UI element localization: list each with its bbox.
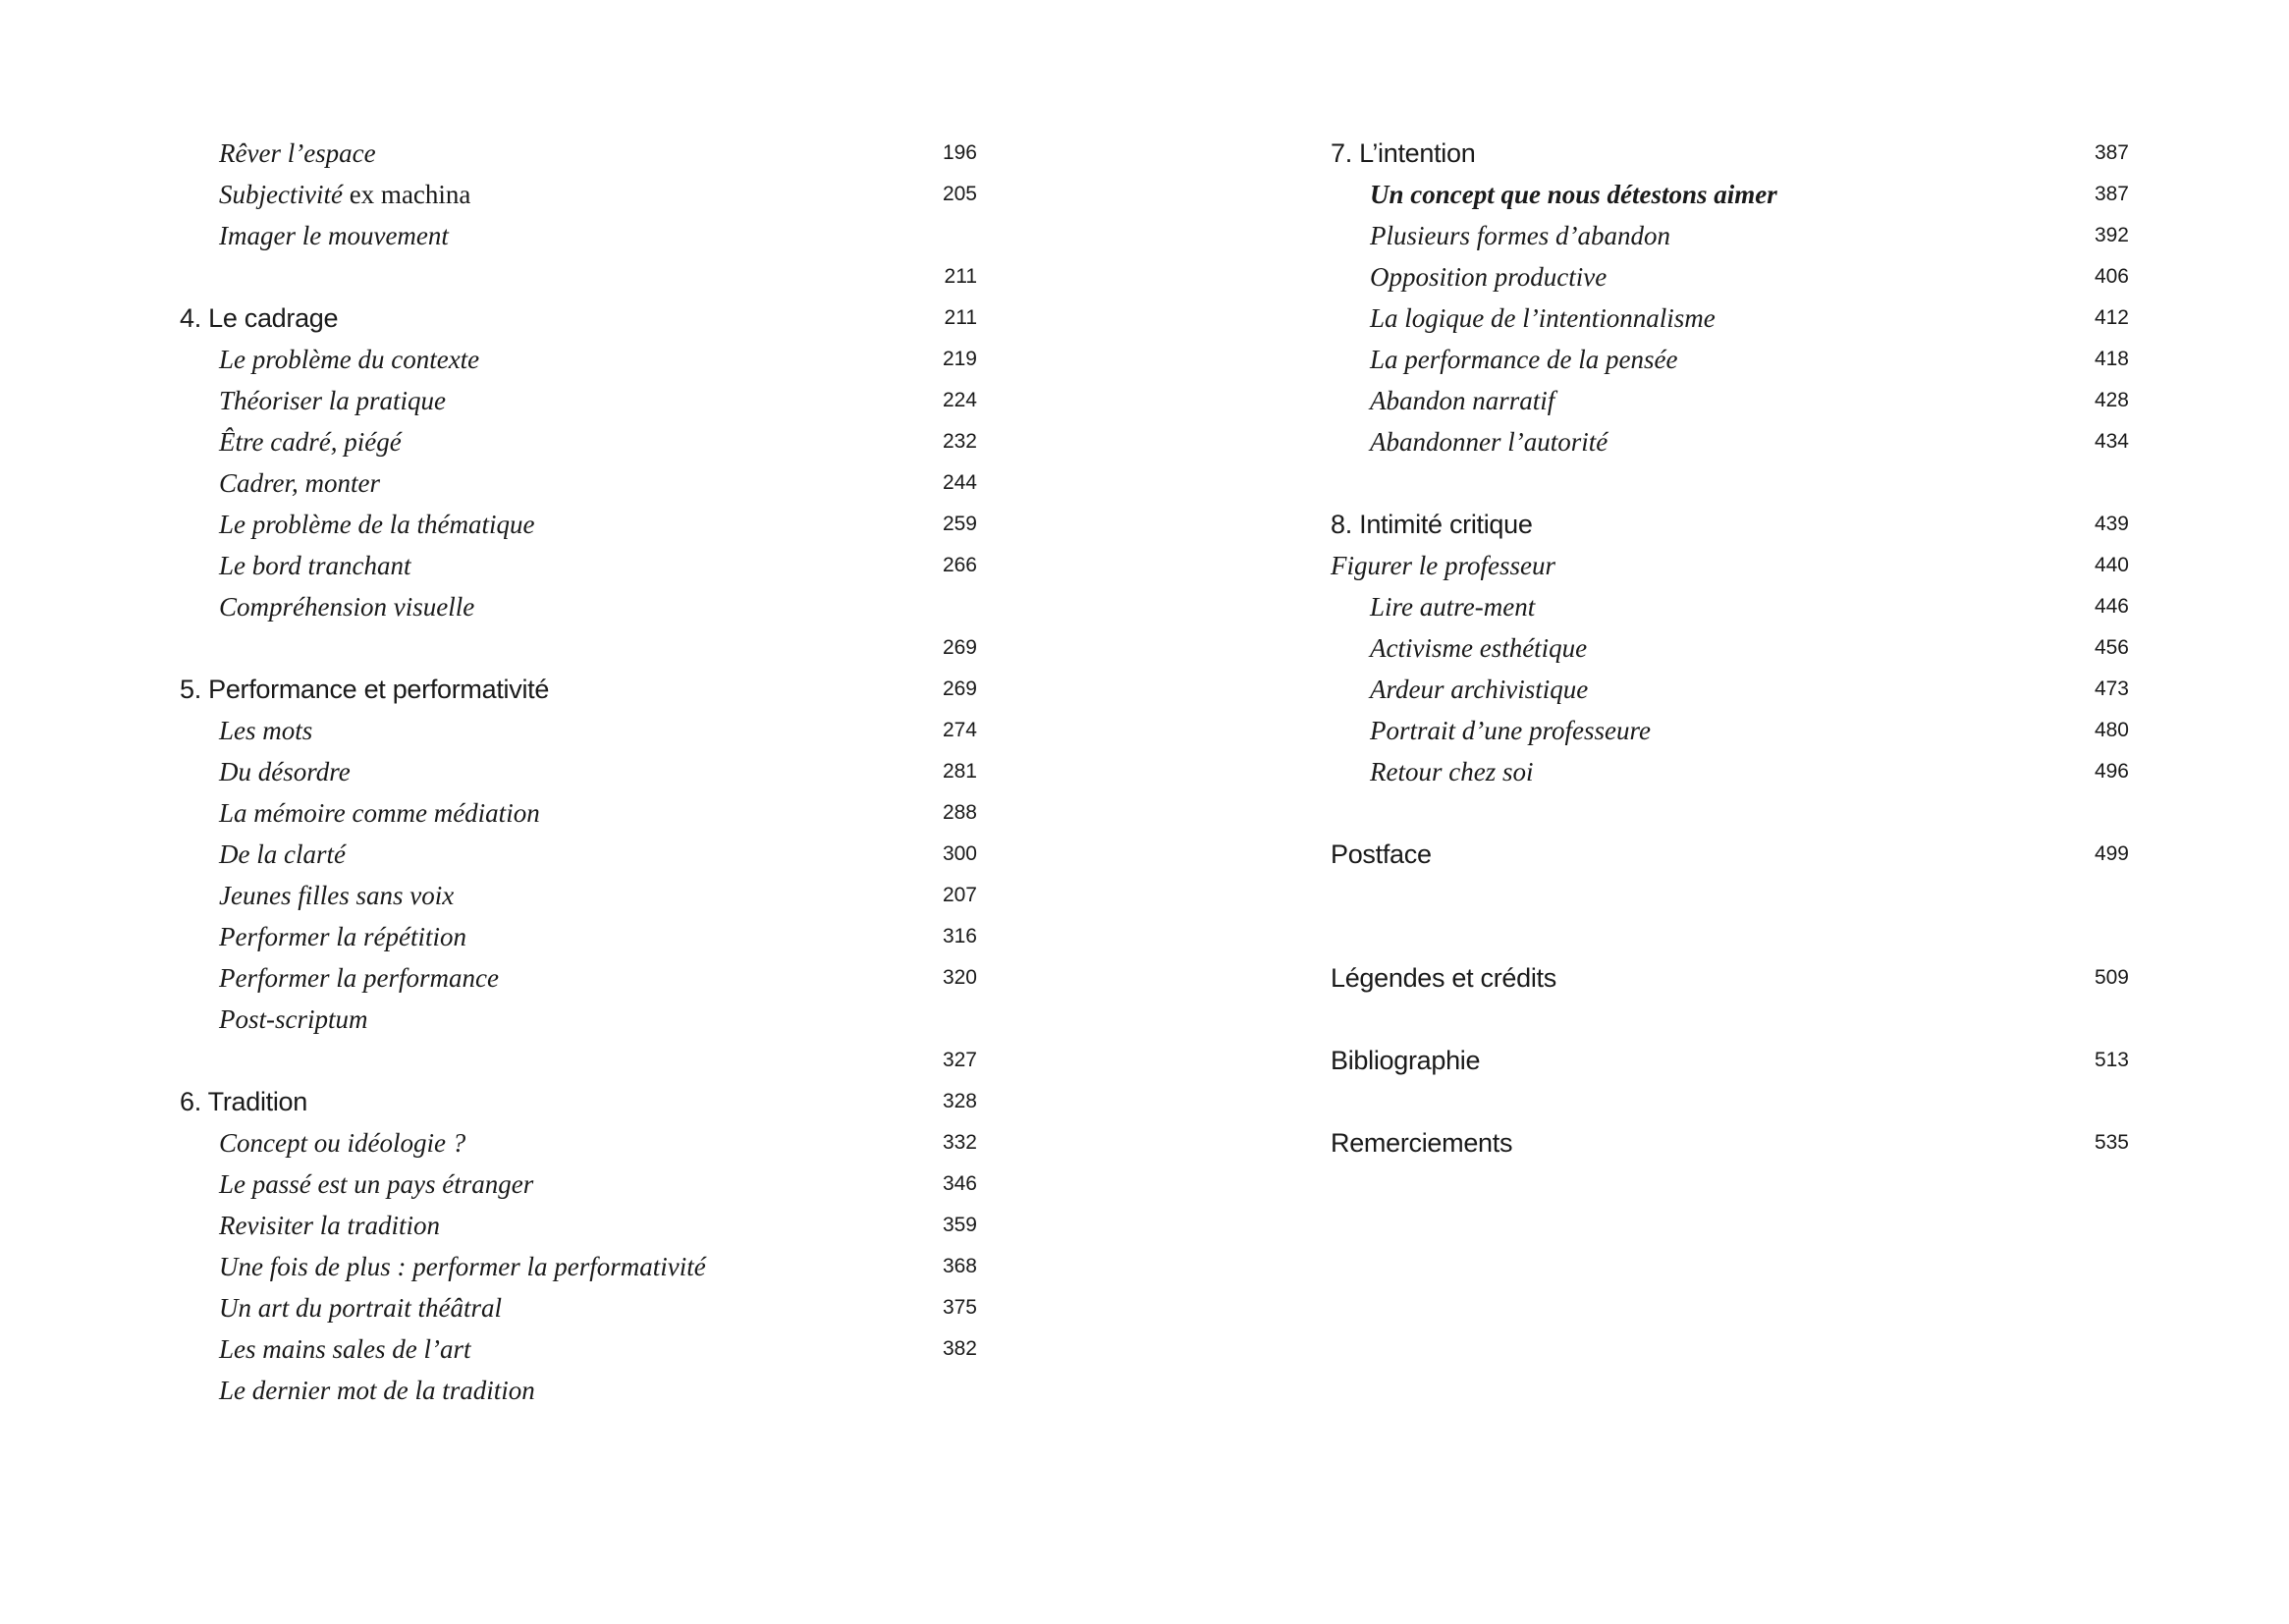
entry-label: Un art du portrait théâtral bbox=[219, 1293, 503, 1323]
page-number: 205 bbox=[942, 183, 977, 205]
toc-entry-performer-la-performance[interactable] bbox=[219, 957, 977, 999]
page-number: 332 bbox=[942, 1131, 977, 1154]
entry-label: Abandon narratif bbox=[1370, 386, 1555, 415]
toc-entry-abandonner-l-autorite[interactable] bbox=[1370, 421, 2129, 462]
entry-label: Les mots bbox=[219, 716, 313, 745]
page-number: 496 bbox=[2094, 760, 2129, 783]
entry-label: Imager le mouvement bbox=[219, 221, 449, 250]
toc-entry-revisiter-la-tradition[interactable] bbox=[219, 1205, 977, 1246]
toc-entry-la-performance-de-la-pensee[interactable] bbox=[1370, 339, 2129, 380]
page-number: 211 bbox=[944, 265, 977, 288]
page-number: 327 bbox=[942, 1049, 977, 1071]
toc-entry-8-intimite-critique[interactable] bbox=[1331, 504, 2129, 545]
entry-label: Théoriser la pratique bbox=[219, 386, 447, 415]
page-number: 446 bbox=[2094, 595, 2129, 618]
page-number: 473 bbox=[2094, 677, 2129, 700]
section-title bbox=[219, 751, 351, 792]
chapter-title bbox=[180, 298, 338, 339]
entry-label: Post-scriptum bbox=[219, 1004, 368, 1034]
section-title bbox=[219, 710, 312, 751]
section-title bbox=[1370, 380, 1554, 421]
toc-entry-7-l-intention[interactable] bbox=[1331, 133, 2129, 174]
page-number: 406 bbox=[2094, 265, 2129, 288]
toc-entry-page-211[interactable] bbox=[219, 256, 977, 298]
toc-entry-page-269[interactable] bbox=[219, 627, 977, 669]
page-number: 428 bbox=[2094, 389, 2129, 411]
section-title bbox=[1370, 710, 1651, 751]
entry-label: La mémoire comme médiation bbox=[219, 798, 540, 828]
page-number: 434 bbox=[2094, 430, 2129, 453]
toc-entry-page-327[interactable] bbox=[219, 1040, 977, 1081]
entry-label: Abandonner l’autorité bbox=[1370, 427, 1608, 457]
page-number: 219 bbox=[942, 348, 977, 370]
toc-entry-activisme-esthetique[interactable] bbox=[1370, 627, 2129, 669]
entry-label: Légendes et crédits bbox=[1331, 963, 1556, 993]
toc-entry-subjectivite[interactable] bbox=[219, 174, 977, 215]
toc-entry-plusieurs-formes-d-abandon[interactable] bbox=[1370, 215, 2129, 256]
entry-label: Le passé est un pays étranger bbox=[219, 1169, 534, 1199]
section-title bbox=[219, 586, 474, 627]
entry-label: Le problème du contexte bbox=[219, 345, 480, 374]
section-title bbox=[1370, 215, 1670, 256]
page-number: 244 bbox=[942, 471, 977, 494]
section-title bbox=[1370, 339, 1677, 380]
chapter-title bbox=[1331, 834, 1432, 875]
page-number: 412 bbox=[2094, 306, 2129, 329]
page-number: 418 bbox=[2094, 348, 2129, 370]
toc-entry-les-mains-sales-de-l-art[interactable] bbox=[219, 1328, 977, 1370]
page-number: 480 bbox=[2094, 719, 2129, 741]
toc-entry-remerciements[interactable] bbox=[1331, 1122, 2129, 1164]
entry-label: Du désordre bbox=[219, 757, 351, 786]
entry-label: Subjectivité bbox=[219, 180, 343, 209]
section-title bbox=[219, 133, 376, 174]
chapter-title bbox=[1331, 1122, 1512, 1164]
toc-entry-bibliographie[interactable] bbox=[1331, 1040, 2129, 1081]
toc-entry-5-performance-et-performativite[interactable] bbox=[180, 669, 977, 710]
entry-label: Retour chez soi bbox=[1370, 757, 1534, 786]
page-number: 266 bbox=[942, 554, 977, 576]
entry-label: Cadrer, monter bbox=[219, 468, 381, 498]
section-title bbox=[219, 421, 402, 462]
entry-label: 4. Le cadrage bbox=[180, 303, 339, 333]
entry-label: Figurer le professeur bbox=[1331, 551, 1555, 580]
entry-label: Concept ou idéologie ? bbox=[219, 1128, 466, 1158]
toc-entry-retour-chez-soi[interactable] bbox=[1370, 751, 2129, 792]
chapter-title bbox=[1331, 133, 1475, 174]
page-number: 207 bbox=[942, 884, 977, 906]
toc-entry-le-probleme-du-contexte[interactable] bbox=[219, 339, 977, 380]
entry-label: La performance de la pensée bbox=[1370, 345, 1678, 374]
page-number: 368 bbox=[942, 1255, 977, 1277]
toc-entry-le-bord-tranchant[interactable] bbox=[219, 545, 977, 586]
section-title bbox=[1370, 751, 1533, 792]
toc-entry-postface[interactable] bbox=[1331, 834, 2129, 875]
section-title bbox=[219, 916, 466, 957]
section-title bbox=[219, 1122, 465, 1164]
entry-label: De la clarté bbox=[219, 839, 346, 869]
entry-label: Jeunes filles sans voix bbox=[219, 881, 455, 910]
page-number: 439 bbox=[2094, 513, 2129, 535]
toc-entry-la-memoire-comme-mediation[interactable] bbox=[219, 792, 977, 834]
page-number: 499 bbox=[2094, 842, 2129, 865]
section-title bbox=[219, 380, 446, 421]
toc-entry-le-dernier-mot-de-la-tradition[interactable] bbox=[219, 1370, 977, 1411]
page-number: 259 bbox=[942, 513, 977, 535]
section-title bbox=[1370, 586, 1535, 627]
section-title bbox=[219, 834, 346, 875]
toc-entry-figurer-le-professeur[interactable] bbox=[1331, 545, 2129, 586]
entry-label: Plusieurs formes d’abandon bbox=[1370, 221, 1670, 250]
entry-label: Performer la performance bbox=[219, 963, 499, 993]
entry-label: Un concept que nous détestons aimer bbox=[1370, 180, 1777, 209]
toc-entry-le-passe-est-un-pays-etranger[interactable] bbox=[219, 1164, 977, 1205]
entry-label: Le problème de la thématique bbox=[219, 510, 535, 539]
page-number: 382 bbox=[942, 1337, 977, 1360]
toc-entry-du-desordre[interactable] bbox=[219, 751, 977, 792]
entry-label: Compréhension visuelle bbox=[219, 592, 475, 622]
page-number: 288 bbox=[942, 801, 977, 824]
toc-entry-opposition-productive[interactable] bbox=[1370, 256, 2129, 298]
entry-label: Remerciements bbox=[1331, 1128, 1513, 1158]
toc-entry-rever-l-espace[interactable] bbox=[219, 133, 977, 174]
toc-entry-cadrer-monter[interactable] bbox=[219, 462, 977, 504]
toc-entry-etre-cadre-piege[interactable] bbox=[219, 421, 977, 462]
section-title bbox=[219, 1164, 533, 1205]
entry-label: Le bord tranchant bbox=[219, 551, 411, 580]
toc-entry-4-le-cadrage[interactable] bbox=[180, 298, 977, 339]
section-title bbox=[219, 504, 534, 545]
entry-label: 5. Performance et performativité bbox=[180, 675, 550, 704]
toc-entry-la-logique-de-l-intentionnalisme[interactable] bbox=[1370, 298, 2129, 339]
page-number: 300 bbox=[942, 842, 977, 865]
page-number: 375 bbox=[942, 1296, 977, 1319]
section-title bbox=[219, 792, 540, 834]
entry-label: Être cadré, piégé bbox=[219, 427, 402, 457]
section-title bbox=[219, 1328, 471, 1370]
toc-entry-lire-autre-ment[interactable] bbox=[1370, 586, 2129, 627]
toc-entry-de-la-clarte[interactable] bbox=[219, 834, 977, 875]
entry-label: Bibliographie bbox=[1331, 1046, 1481, 1075]
toc-entry-le-probleme-de-la-thematique[interactable] bbox=[219, 504, 977, 545]
toc-entry-6-tradition[interactable] bbox=[180, 1081, 977, 1122]
toc-entry-post-scriptum[interactable] bbox=[219, 999, 977, 1040]
entry-label: 8. Intimité critique bbox=[1331, 510, 1533, 539]
page-number: 509 bbox=[2094, 966, 2129, 989]
toc-entry-performer-la-repetition[interactable] bbox=[219, 916, 977, 957]
toc-entry-comprehension-visuelle[interactable] bbox=[219, 586, 977, 627]
page-number: 196 bbox=[942, 141, 977, 164]
entry-label-roman: ex machina bbox=[342, 180, 471, 209]
toc-entry-un-concept-que-nous-detestons-aimer[interactable] bbox=[1370, 174, 2129, 215]
entry-label: 6. Tradition bbox=[180, 1087, 307, 1116]
page-number: 387 bbox=[2094, 141, 2129, 164]
toc-entry-abandon-narratif[interactable] bbox=[1370, 380, 2129, 421]
page-number: 232 bbox=[942, 430, 977, 453]
page-number: 316 bbox=[942, 925, 977, 947]
section-title bbox=[219, 1205, 440, 1246]
toc-entry-un-art-du-portrait-theatral[interactable] bbox=[219, 1287, 977, 1328]
entry-label: Ardeur archivistique bbox=[1370, 675, 1589, 704]
toc-entry-imager-le-mouvement[interactable] bbox=[219, 215, 977, 256]
page-number: 387 bbox=[2094, 183, 2129, 205]
toc-entry-legendes-et-credits[interactable] bbox=[1331, 957, 2129, 999]
entry-label: Rêver l’espace bbox=[219, 138, 376, 168]
page-number: 328 bbox=[942, 1090, 977, 1112]
section-title bbox=[219, 999, 368, 1040]
entry-label: Revisiter la tradition bbox=[219, 1211, 440, 1240]
entry-label: Une fois de plus : performer la performativité bbox=[219, 1252, 706, 1281]
page-number: 359 bbox=[942, 1214, 977, 1236]
page-number: 274 bbox=[942, 719, 977, 741]
toc-entry-les-mots[interactable] bbox=[219, 710, 977, 751]
page-number: 320 bbox=[942, 966, 977, 989]
page-number: 513 bbox=[2094, 1049, 2129, 1071]
section-title bbox=[1370, 298, 1716, 339]
section-title bbox=[1370, 627, 1587, 669]
section-title bbox=[219, 174, 470, 215]
page-number: 211 bbox=[944, 306, 977, 329]
entry-label: Portrait d’une professeure bbox=[1370, 716, 1651, 745]
entry-label: Le dernier mot de la tradition bbox=[219, 1376, 535, 1405]
entry-label: Lire autre-ment bbox=[1370, 592, 1536, 622]
page-number: 535 bbox=[2094, 1131, 2129, 1154]
section-title bbox=[219, 875, 454, 916]
section-title bbox=[219, 957, 499, 999]
toc-entry-ardeur-archivistique[interactable] bbox=[1370, 669, 2129, 710]
entry-label: Les mains sales de l’art bbox=[219, 1334, 471, 1364]
entry-label: La logique de l’intentionnalisme bbox=[1370, 303, 1716, 333]
entry-label: Performer la répétition bbox=[219, 922, 466, 951]
section-title bbox=[219, 462, 380, 504]
page-number: 224 bbox=[942, 389, 977, 411]
chapter-title bbox=[1331, 957, 1556, 999]
page-number: 346 bbox=[942, 1172, 977, 1195]
section-title bbox=[1370, 174, 1777, 215]
entry-label: 7. L’intention bbox=[1331, 138, 1476, 168]
section-title bbox=[1370, 421, 1608, 462]
page-number: 269 bbox=[942, 636, 977, 659]
page-number: 269 bbox=[942, 677, 977, 700]
section-title bbox=[219, 1370, 535, 1411]
chapter-title bbox=[180, 669, 549, 710]
page-number: 440 bbox=[2094, 554, 2129, 576]
toc-entry-concept-ou-ideologie[interactable] bbox=[219, 1122, 977, 1164]
section-title bbox=[219, 339, 479, 380]
chapter-title bbox=[1331, 1040, 1480, 1081]
toc-entry-une-fois-de-plus-performer-la-performativite[interactable] bbox=[219, 1246, 977, 1287]
toc-entry-jeunes-filles-sans-voix[interactable] bbox=[219, 875, 977, 916]
section-title bbox=[1370, 256, 1607, 298]
section-title bbox=[219, 215, 449, 256]
entry-label: Opposition productive bbox=[1370, 262, 1608, 292]
page-number: 281 bbox=[942, 760, 977, 783]
section-title bbox=[1370, 669, 1588, 710]
section-title bbox=[219, 545, 411, 586]
toc-entry-portrait-d-une-professeure[interactable] bbox=[1370, 710, 2129, 751]
page-number: 392 bbox=[2094, 224, 2129, 246]
toc-entry-theoriser-la-pratique[interactable] bbox=[219, 380, 977, 421]
entry-label: Postface bbox=[1331, 839, 1432, 869]
chapter-title bbox=[1331, 504, 1533, 545]
section-title bbox=[1331, 545, 1555, 586]
section-title bbox=[219, 1287, 502, 1328]
section-title bbox=[219, 1246, 706, 1287]
chapter-title bbox=[180, 1081, 307, 1122]
page-number: 456 bbox=[2094, 636, 2129, 659]
entry-label: Activisme esthétique bbox=[1370, 633, 1588, 663]
